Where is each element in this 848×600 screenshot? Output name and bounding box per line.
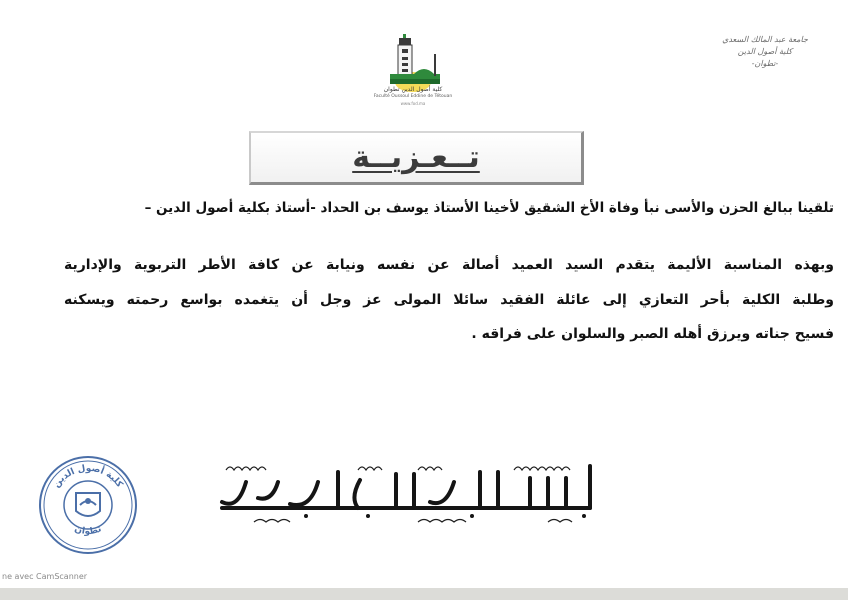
institution-line: كلية أصول الدين: [737, 47, 793, 56]
condolence-line: فسيح جناته ويرزق أهله الصبر والسلوان على فراقه .: [471, 326, 834, 342]
calligraphy-text: إنا لله وإنا إليه راجعون: [407, 531, 417, 532]
seal-text-bottom: تطوان: [73, 524, 104, 538]
page-title: تــعـزيــة: [352, 140, 480, 175]
announcement-paragraph: تلقينا ببالغ الحزن والأسى نبأ وفاة الأخ الشقيق لأخينا الأستاذ يوسف بن الحداد -أستاذ بكلية أصول الدين –: [144, 200, 834, 216]
faculty-seal-icon: [36, 453, 140, 557]
svg-text:تطوان: [73, 524, 103, 537]
institution-header: [690, 34, 840, 70]
logo-caption-arabic: كلية أصول الدين تطوان: [383, 86, 443, 93]
logo-url: www.fod.ma: [400, 101, 426, 106]
institution-line: جامعة عبد المالك السعدي: [722, 35, 808, 44]
calligraphy-inscription: [218, 452, 606, 532]
seal-text-top: كلية أصول الدين: [51, 463, 125, 490]
logo-caption-french: Faculté Oussoul Eddine de Tétouan: [373, 94, 453, 99]
condolence-line: وطلبة الكلية بأحر التعازي إلى عائلة الفقيد سائلا المولى عز وجل أن يتغمده بواسع رحمته ويسكنه: [64, 291, 834, 308]
condolence-paragraph: [64, 248, 834, 352]
scan-footer: [0, 588, 848, 600]
institution-line: -تطوان-: [751, 59, 779, 68]
condolence-line: وبهذه المناسبة الأليمة يتقدم السيد العميد أصالة عن نفسه ونيابة عن كافة الأطر التربوية والإدارية: [64, 257, 834, 273]
scanner-watermark: ne avec CamScanner: [2, 572, 88, 581]
title-frame: [249, 131, 584, 185]
svg-text:كلية أصول الدين: [52, 464, 125, 490]
logo-caption: [372, 86, 454, 107]
